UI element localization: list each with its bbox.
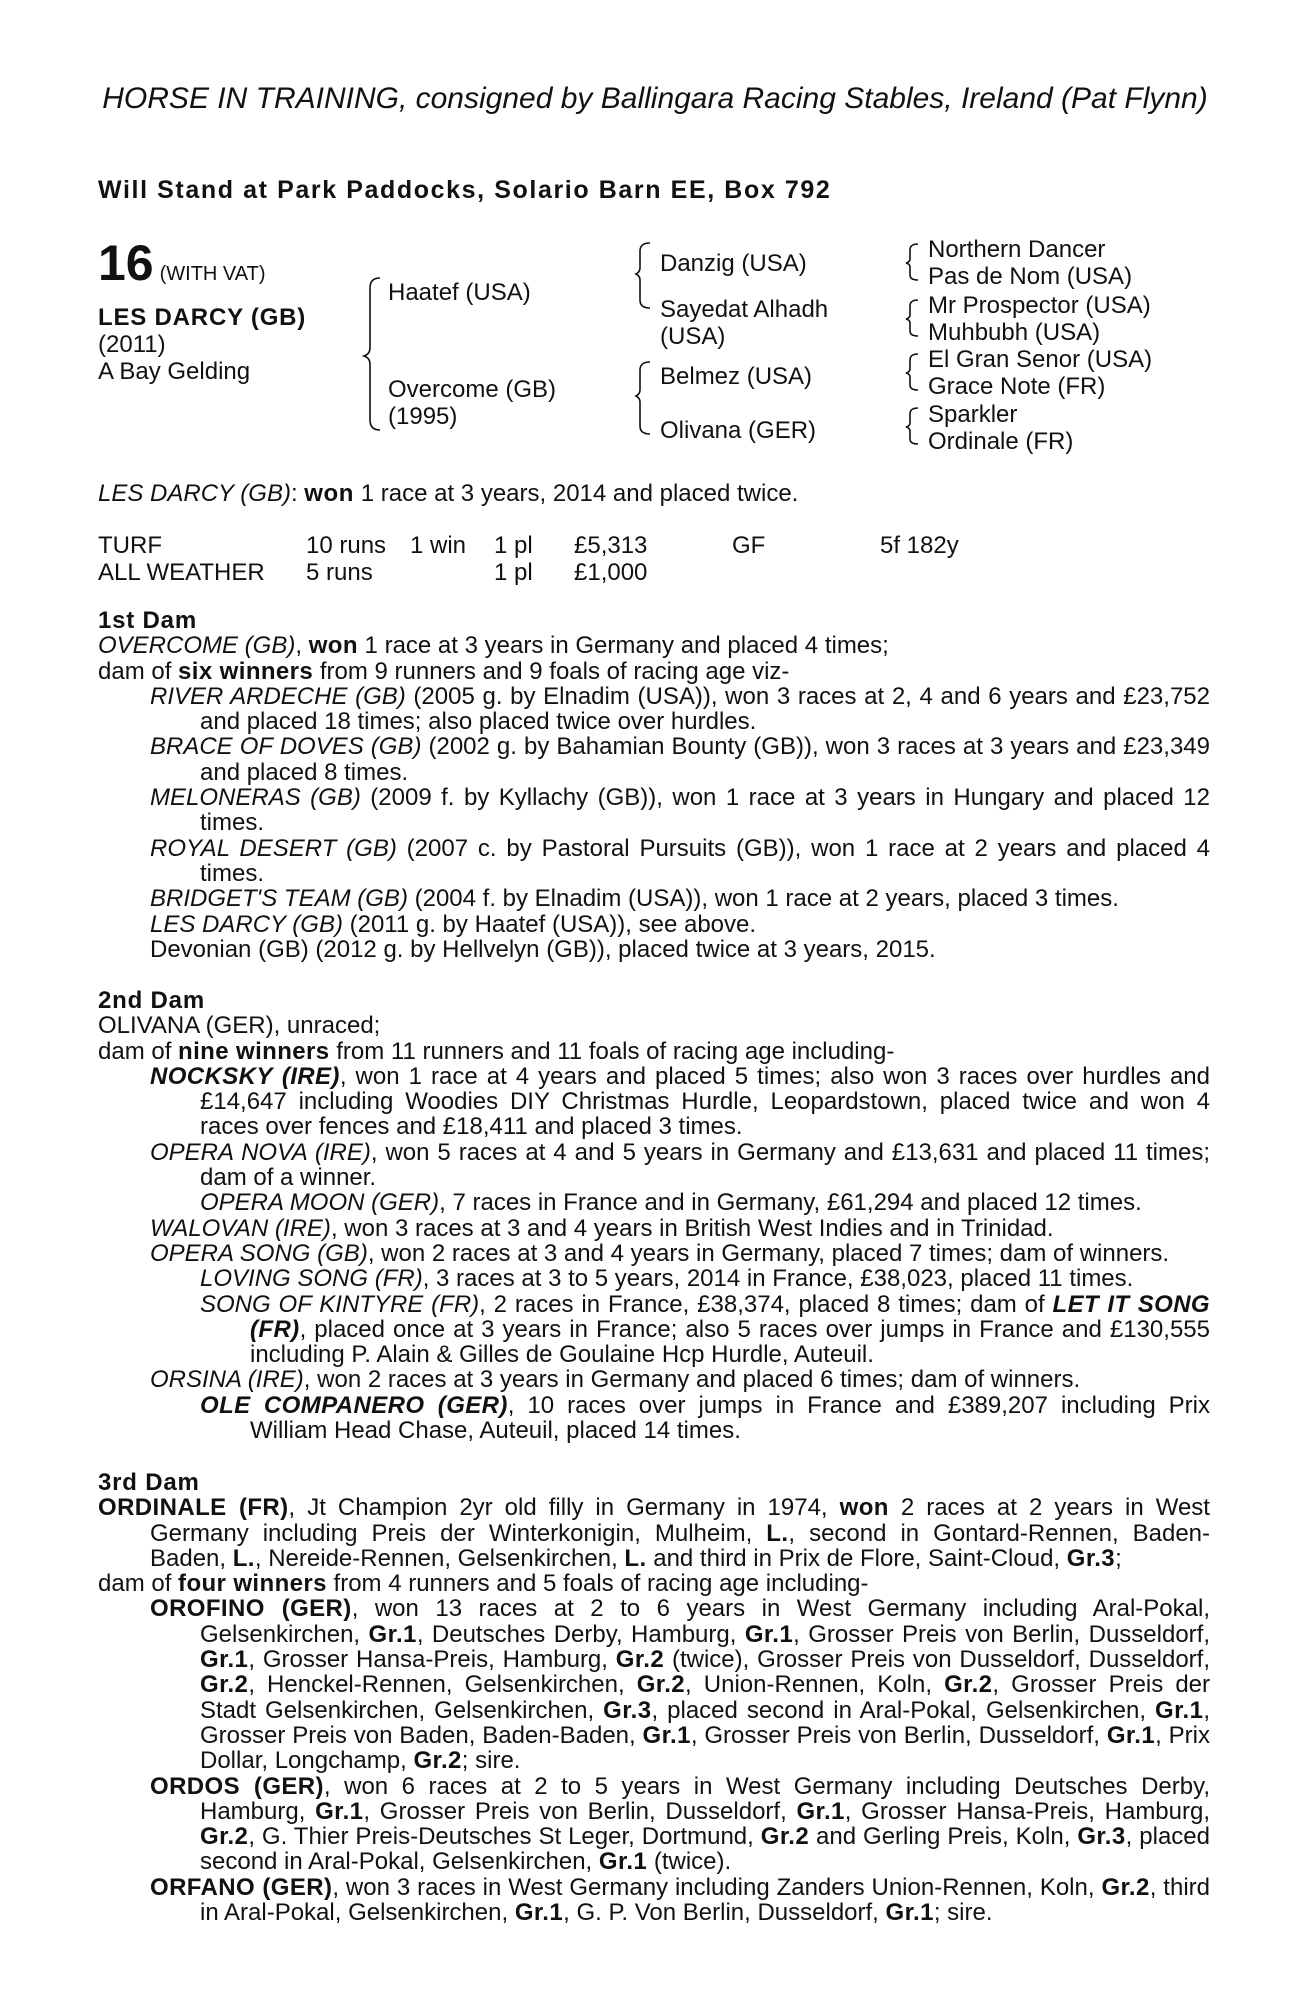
pedigree-g3-1: Northern Dancer [928, 236, 1106, 263]
first-dam-section [98, 608, 1210, 962]
brace-gen1 [364, 278, 380, 430]
third-dam-produce-summary: dam of four winners from 4 runners and 5 foals of racing age including- [98, 1570, 869, 1598]
horse-name: LES DARCY (GB) [98, 304, 307, 331]
record-runs-2: 5 runs [306, 559, 373, 586]
record-surface-1: TURF [98, 532, 162, 559]
produce-entry: BRIDGET'S TEAM (GB) (2004 f. by Elnadim (USA)), won 1 race at 2 years, placed 3 times. [150, 885, 1119, 913]
pedigree-g3-8: Ordinale (FR) [928, 428, 1074, 455]
descendant-entry: OLE COMPANERO (GER), 10 races over jumps in France and £389,207 including Prix William Head Chase, Auteuil, placed 14 times. [200, 1391, 1210, 1445]
pedigree-dam-sire: Belmez (USA) [660, 363, 813, 390]
record-placed-2: 1 pl [494, 559, 533, 586]
produce-entry: OPERA NOVA (IRE), won 5 races at 4 and 5 years in Germany and £13,631 and placed 11 times; dam of a winner. [150, 1138, 1211, 1192]
produce-entry: LES DARCY (GB) (2011 g. by Haatef (USA)), see above. [150, 910, 757, 938]
pedigree-g3-2: Pas de Nom (USA) [928, 263, 1133, 290]
brace-gen2-dam [636, 362, 650, 434]
pedigree-g3-4: Muhbubh (USA) [928, 319, 1101, 346]
produce-entry: Devonian (GB) (2012 g. by Hellvelyn (GB)), placed twice at 3 years, 2015. [150, 935, 936, 963]
record-runs-1: 10 runs [306, 532, 387, 559]
second-dam-produce-summary: dam of nine winners from 11 runners and 11 foals of racing age including- [98, 1037, 895, 1065]
lot-number: 16 [98, 235, 154, 291]
brace-gen3-c [906, 354, 918, 390]
pedigree-dam-name: Overcome (GB) [388, 376, 557, 403]
record-distance-1: 5f 182y [880, 532, 959, 559]
stand-location: Will Stand at Park Paddocks, Solario Barn EE, Box 792 [98, 176, 832, 204]
record-placed-1: 1 pl [494, 532, 533, 559]
record-surface-2: ALL WEATHER [98, 559, 265, 586]
horse-description: A Bay Gelding [98, 358, 251, 385]
record-going-1: GF [732, 532, 766, 559]
produce-entry: WALOVAN (IRE), won 3 races at 3 and 4 years in British West Indies and in Trinidad. [150, 1214, 1054, 1242]
produce-entry: BRACE OF DOVES (GB) (2002 g. by Bahamian Bounty (GB)), won 3 races at 3 years and £23,349 and placed 8 times. [150, 733, 1210, 786]
record-prize-1: £5,313 [574, 532, 648, 559]
consignment-header: HORSE IN TRAINING, consigned by Ballingara Racing Stables, Ireland (Pat Flynn) [102, 82, 1208, 115]
pedigree-sire: Haatef (USA) [388, 279, 531, 306]
second-dam-line: OLIVANA (GER), unraced; [98, 1012, 381, 1040]
race-summary: LES DARCY (GB): won 1 race at 3 years, 2014 and placed twice. [98, 480, 799, 507]
second-dam-heading: 2nd Dam [98, 987, 205, 1014]
pedigree-sire-dam-country: (USA) [660, 323, 726, 350]
pedigree-sire-dam-name: Sayedat Alhadh [660, 296, 829, 323]
pedigree-dam [388, 376, 556, 430]
third-dam-heading: 3rd Dam [98, 1469, 200, 1496]
first-dam-produce-summary: dam of six winners from 9 runners and 9 foals of racing age viz- [98, 657, 790, 685]
produce-entry: ROYAL DESERT (GB) (2007 c. by Pastoral Pursuits (GB)), won 1 race at 2 years and placed 4 times. [150, 834, 1211, 887]
pedigree-g3-7: Sparkler [928, 401, 1018, 428]
pedigree-sire-dam [660, 296, 828, 350]
brace-gen2-sire [636, 243, 650, 308]
produce-entry: MELONERAS (GB) (2009 f. by Kyllachy (GB)), won 1 race at 3 years in Hungary and placed 12 times. [150, 784, 1210, 837]
produce-entry: OPERA SONG (GB), won 2 races at 3 and 4 years in Germany, placed 7 times; dam of winners. [150, 1239, 1170, 1267]
vat-note: (WITH VAT) [159, 263, 266, 285]
pedigree-g3-6: Grace Note (FR) [928, 373, 1106, 400]
pedigree-g3-3: Mr Prospector (USA) [928, 292, 1151, 319]
produce-entry: ORDOS (GER), won 6 races at 2 to 5 years in West Germany including Deutsches Derby, Hamburg, Gr.1, Grosser Preis von Berlin, Dusseldorf, Gr.1, Grosser Hansa-Preis, Hamburg, Gr.2, G. Thier Preis-Deutsches St Leger, Dortmund, Gr.2 and Gerling Preis, Koln, Gr.3, placed second in Aral-Pokal, Gelsenkirchen, Gr.1 (twice). [150, 1772, 1211, 1876]
descendant-entry: OPERA MOON (GER), 7 races in France and in Germany, £61,294 and placed 12 times. [200, 1189, 1142, 1217]
record-prize-2: £1,000 [574, 559, 648, 586]
third-dam-section [98, 1470, 1210, 1925]
first-dam-line: OVERCOME (GB), won 1 race at 3 years in Germany and placed 4 times; [98, 632, 889, 660]
descendant-entry: LOVING SONG (FR), 3 races at 3 to 5 years, 2014 in France, £38,023, placed 11 times. [200, 1265, 1134, 1293]
brace-gen3-a [906, 244, 918, 280]
brace-gen3-d [906, 408, 918, 444]
produce-entry: ORFANO (GER), won 3 races in West Germany including Zanders Union-Rennen, Koln, Gr.2, third in Aral-Pokal, Gelsenkirchen, Gr.1, G. P. Von Berlin, Dusseldorf, Gr.1; sire. [150, 1873, 1210, 1927]
pedigree-sire-sire: Danzig (USA) [660, 250, 807, 277]
pedigree-dam-year: (1995) [388, 403, 458, 430]
second-dam-section [98, 988, 1210, 1443]
produce-entry: ORSINA (IRE), won 2 races at 3 years in Germany and placed 6 times; dam of winners. [150, 1366, 1081, 1394]
produce-entry: RIVER ARDECHE (GB) (2005 g. by Elnadim (USA)), won 3 races at 2, 4 and 6 years and £23,752 and placed 18 times; also placed twice over hurdles. [150, 682, 1210, 736]
pedigree-brackets [0, 0, 1314, 480]
descendant-entry: SONG OF KINTYRE (FR), 2 races in France, £38,374, placed 8 times; dam of LET IT SONG (FR), placed once at 3 years in France; also 5 races over jumps in France and £130,555 including P. Alain & Gilles de Goulaine Hcp Hurdle, Auteuil. [200, 1290, 1210, 1369]
produce-entry: NOCKSKY (IRE), won 1 race at 4 years and placed 5 times; also won 3 races over hurdles and £14,647 including Woodies DIY Christmas Hurdle, Leopardstown, placed twice and won 4 races over fences and £18,411 and placed 3 times. [150, 1062, 1210, 1141]
horse-year: (2011) [98, 331, 166, 358]
pedigree-g3-5: El Gran Senor (USA) [928, 346, 1153, 373]
first-dam-heading: 1st Dam [98, 607, 197, 634]
produce-entry: OROFINO (GER), won 13 races at 2 to 6 years in West Germany including Aral-Pokal, Gelsenkirchen, Gr.1, Deutsches Derby, Hamburg, Gr.1, Grosser Preis von Berlin, Dusseldorf, Gr.1, Grosser Hansa-Preis, Hamburg, Gr.2 (twice), Grosser Preis von Dusseldorf, Dusseldorf, Gr.2, Henckel-Rennen, Gelsenkirchen, Gr.2, Union-Rennen, Koln, Gr.2, Grosser Preis der Stadt Gelsenkirchen, Gelsenkirchen, Gr.3, placed second in Aral-Pokal, Gelsenkirchen, Gr.1, Grosser Preis von Baden, Baden-Baden, Gr.1, Grosser Preis von Berlin, Dusseldorf, Gr.1, Prix Dollar, Longchamp, Gr.2; sire. [150, 1595, 1211, 1775]
pedigree-dam-dam: Olivana (GER) [660, 417, 817, 444]
record-wins-1: 1 win [410, 532, 467, 559]
third-dam-line: ORDINALE (FR), Jt Champion 2yr old filly in Germany in 1974, won 2 races at 2 years in West Germany including Preis der Winterkonigin, Mulheim, L., second in Gontard-Rennen, Baden-Baden, L., Nereide-Rennen, Gelsenkirchen, L. and third in Prix de Flore, Saint-Cloud, Gr.3; [98, 1494, 1211, 1572]
brace-gen3-b [906, 300, 918, 336]
summary-horse-name: LES DARCY (GB) [98, 480, 291, 507]
